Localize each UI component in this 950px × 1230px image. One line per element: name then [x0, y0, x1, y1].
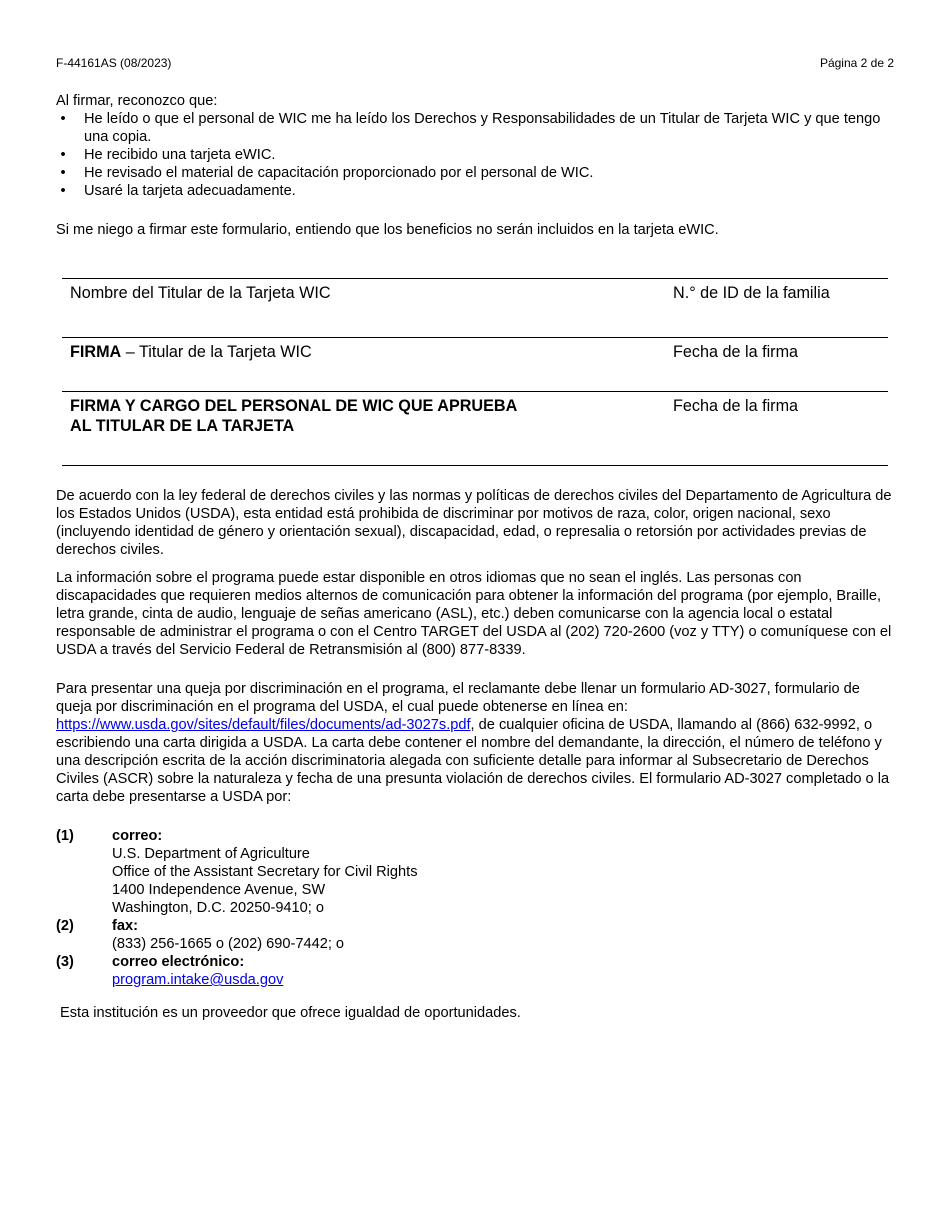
cardholder-signature-label — [70, 342, 312, 362]
signature-table — [62, 278, 888, 466]
complaint-text-after: , de cualquier oficina de USDA, llamando al (866) 632-9992, o escribiendo una carta dirigida a USDA. La carta debe contener el nombre del demandante, la dirección, el número de teléfono y una descripción escrita de la acción discriminatoria alegada con suficiente detalle para informar al Subsecretario de Derechos Civiles (ASCR) sobre la naturaleza y fecha de una presunta violación de derechos civiles. El formulario AD-3027 completado o la carta debe presentarse a USDA por: — [56, 717, 890, 805]
email-title: correo electrónico: — [112, 954, 245, 970]
bullet-icon: • — [60, 111, 66, 127]
bullet-icon: • — [60, 183, 66, 199]
acknowledgment-item-text: He recibido una tarjeta eWIC. — [84, 147, 276, 163]
list-item — [56, 110, 896, 146]
staff-signature-line2: AL TITULAR DE LA TARJETA — [70, 417, 295, 435]
acknowledgment-section — [56, 92, 896, 200]
list-item — [56, 182, 896, 200]
cardholder-name-row[interactable] — [62, 278, 888, 337]
staff-signature-line1: FIRMA Y CARGO DEL PERSONAL DE WIC QUE APRUEBA — [70, 397, 518, 415]
form-id: F-44161AS (08/2023) — [56, 56, 172, 70]
signature-label-rest: – Titular de la Tarjeta WIC — [121, 343, 312, 361]
fax-method — [56, 917, 896, 953]
nondiscrimination-paragraph: De acuerdo con la ley federal de derechos civiles y las normas y políticas de derechos civiles del Departamento de Agricultura de los Estados Unidos (USDA), esta entidad está prohibida de discriminar por motivos de raza, color, origen nacional, sexo (incluyendo identidad de género y orientación sexual), discapacidad, edad, o represalia o retorsión por actividades previas de derechos civiles. — [56, 488, 892, 558]
mail-title: correo: — [112, 828, 163, 844]
equal-opportunity-statement: Esta institución es un proveedor que ofrece igualdad de oportunidades. — [60, 1005, 521, 1021]
acknowledgment-intro: Al firmar, reconozco que: — [56, 93, 218, 109]
method-number: (3) — [56, 954, 74, 970]
email-link[interactable]: program.intake@usda.gov — [112, 972, 284, 988]
complaint-paragraph — [56, 680, 896, 806]
fax-numbers: (833) 256-1665 o (202) 690-7442; o — [112, 936, 345, 952]
complaint-text-before: Para presentar una queja por discriminación en el programa, el reclamante debe llenar un formulario AD-3027, formulario de queja por discriminación en el programa del USDA, el cual puede obtenerse en línea en: — [56, 681, 860, 715]
refusal-statement: Si me niego a firmar este formulario, entiendo que los beneficios no serán incluidos en la tarjeta eWIC. — [56, 222, 719, 238]
signature-bold-label: FIRMA — [70, 343, 122, 361]
staff-signature-label — [70, 396, 517, 436]
method-number: (2) — [56, 918, 74, 934]
language-access-paragraph: La información sobre el programa puede estar disponible en otros idiomas que no sean el inglés. Las personas con discapacidades que requieren medios alternos de comunicación para obtener la información del programa (por ejemplo, Braille, letra grande, cinta de audio, lenguaje de señas americano (ASL), etc.) deben comunicarse con la agencia local o estatal responsable de administrar el programa o con el Centro TARGET del USDA al (202) 720-2600 (voz y TTY) o comuníquese con el USDA a través del Servicio Federal de Retransmisión al (800) 877-8339. — [56, 570, 892, 658]
submission-methods — [56, 827, 896, 989]
cardholder-signature-date-label: Fecha de la firma — [673, 343, 799, 361]
cardholder-name-label: Nombre del Titular de la Tarjeta WIC — [70, 284, 331, 302]
acknowledgment-item-text: Usaré la tarjeta adecuadamente. — [84, 183, 296, 199]
page-number: Página 2 de 2 — [819, 56, 894, 70]
mail-address-line: 1400 Independence Avenue, SW — [112, 882, 326, 898]
mail-address-line: Office of the Assistant Secretary for Civil Rights — [112, 864, 418, 880]
complaint-form-link[interactable]: https://www.usda.gov/sites/default/files/documents/ad-3027s.pdf — [56, 717, 471, 733]
fax-title: fax: — [112, 918, 138, 934]
list-item — [56, 146, 896, 164]
bullet-icon: • — [60, 147, 66, 163]
acknowledgment-list — [56, 110, 896, 200]
staff-signature-date-label: Fecha de la firma — [673, 397, 799, 415]
mail-address-line: Washington, D.C. 20250-9410; o — [112, 900, 325, 916]
bullet-icon: • — [60, 165, 66, 181]
mail-method — [56, 827, 896, 917]
mail-address-line: U.S. Department of Agriculture — [112, 846, 310, 862]
list-item — [56, 164, 896, 182]
acknowledgment-item-text: He revisado el material de capacitación proporcionado por el personal de WIC. — [84, 165, 594, 181]
cardholder-signature-row[interactable] — [62, 337, 888, 391]
acknowledgment-item-text: He leído o que el personal de WIC me ha leído los Derechos y Responsabilidades de un Titular de Tarjeta WIC y que tengo una copia. — [84, 111, 881, 145]
staff-signature-row[interactable] — [62, 391, 888, 466]
email-method — [56, 953, 896, 989]
family-id-label: N.° de ID de la familia — [673, 284, 830, 302]
method-number: (1) — [56, 828, 74, 844]
